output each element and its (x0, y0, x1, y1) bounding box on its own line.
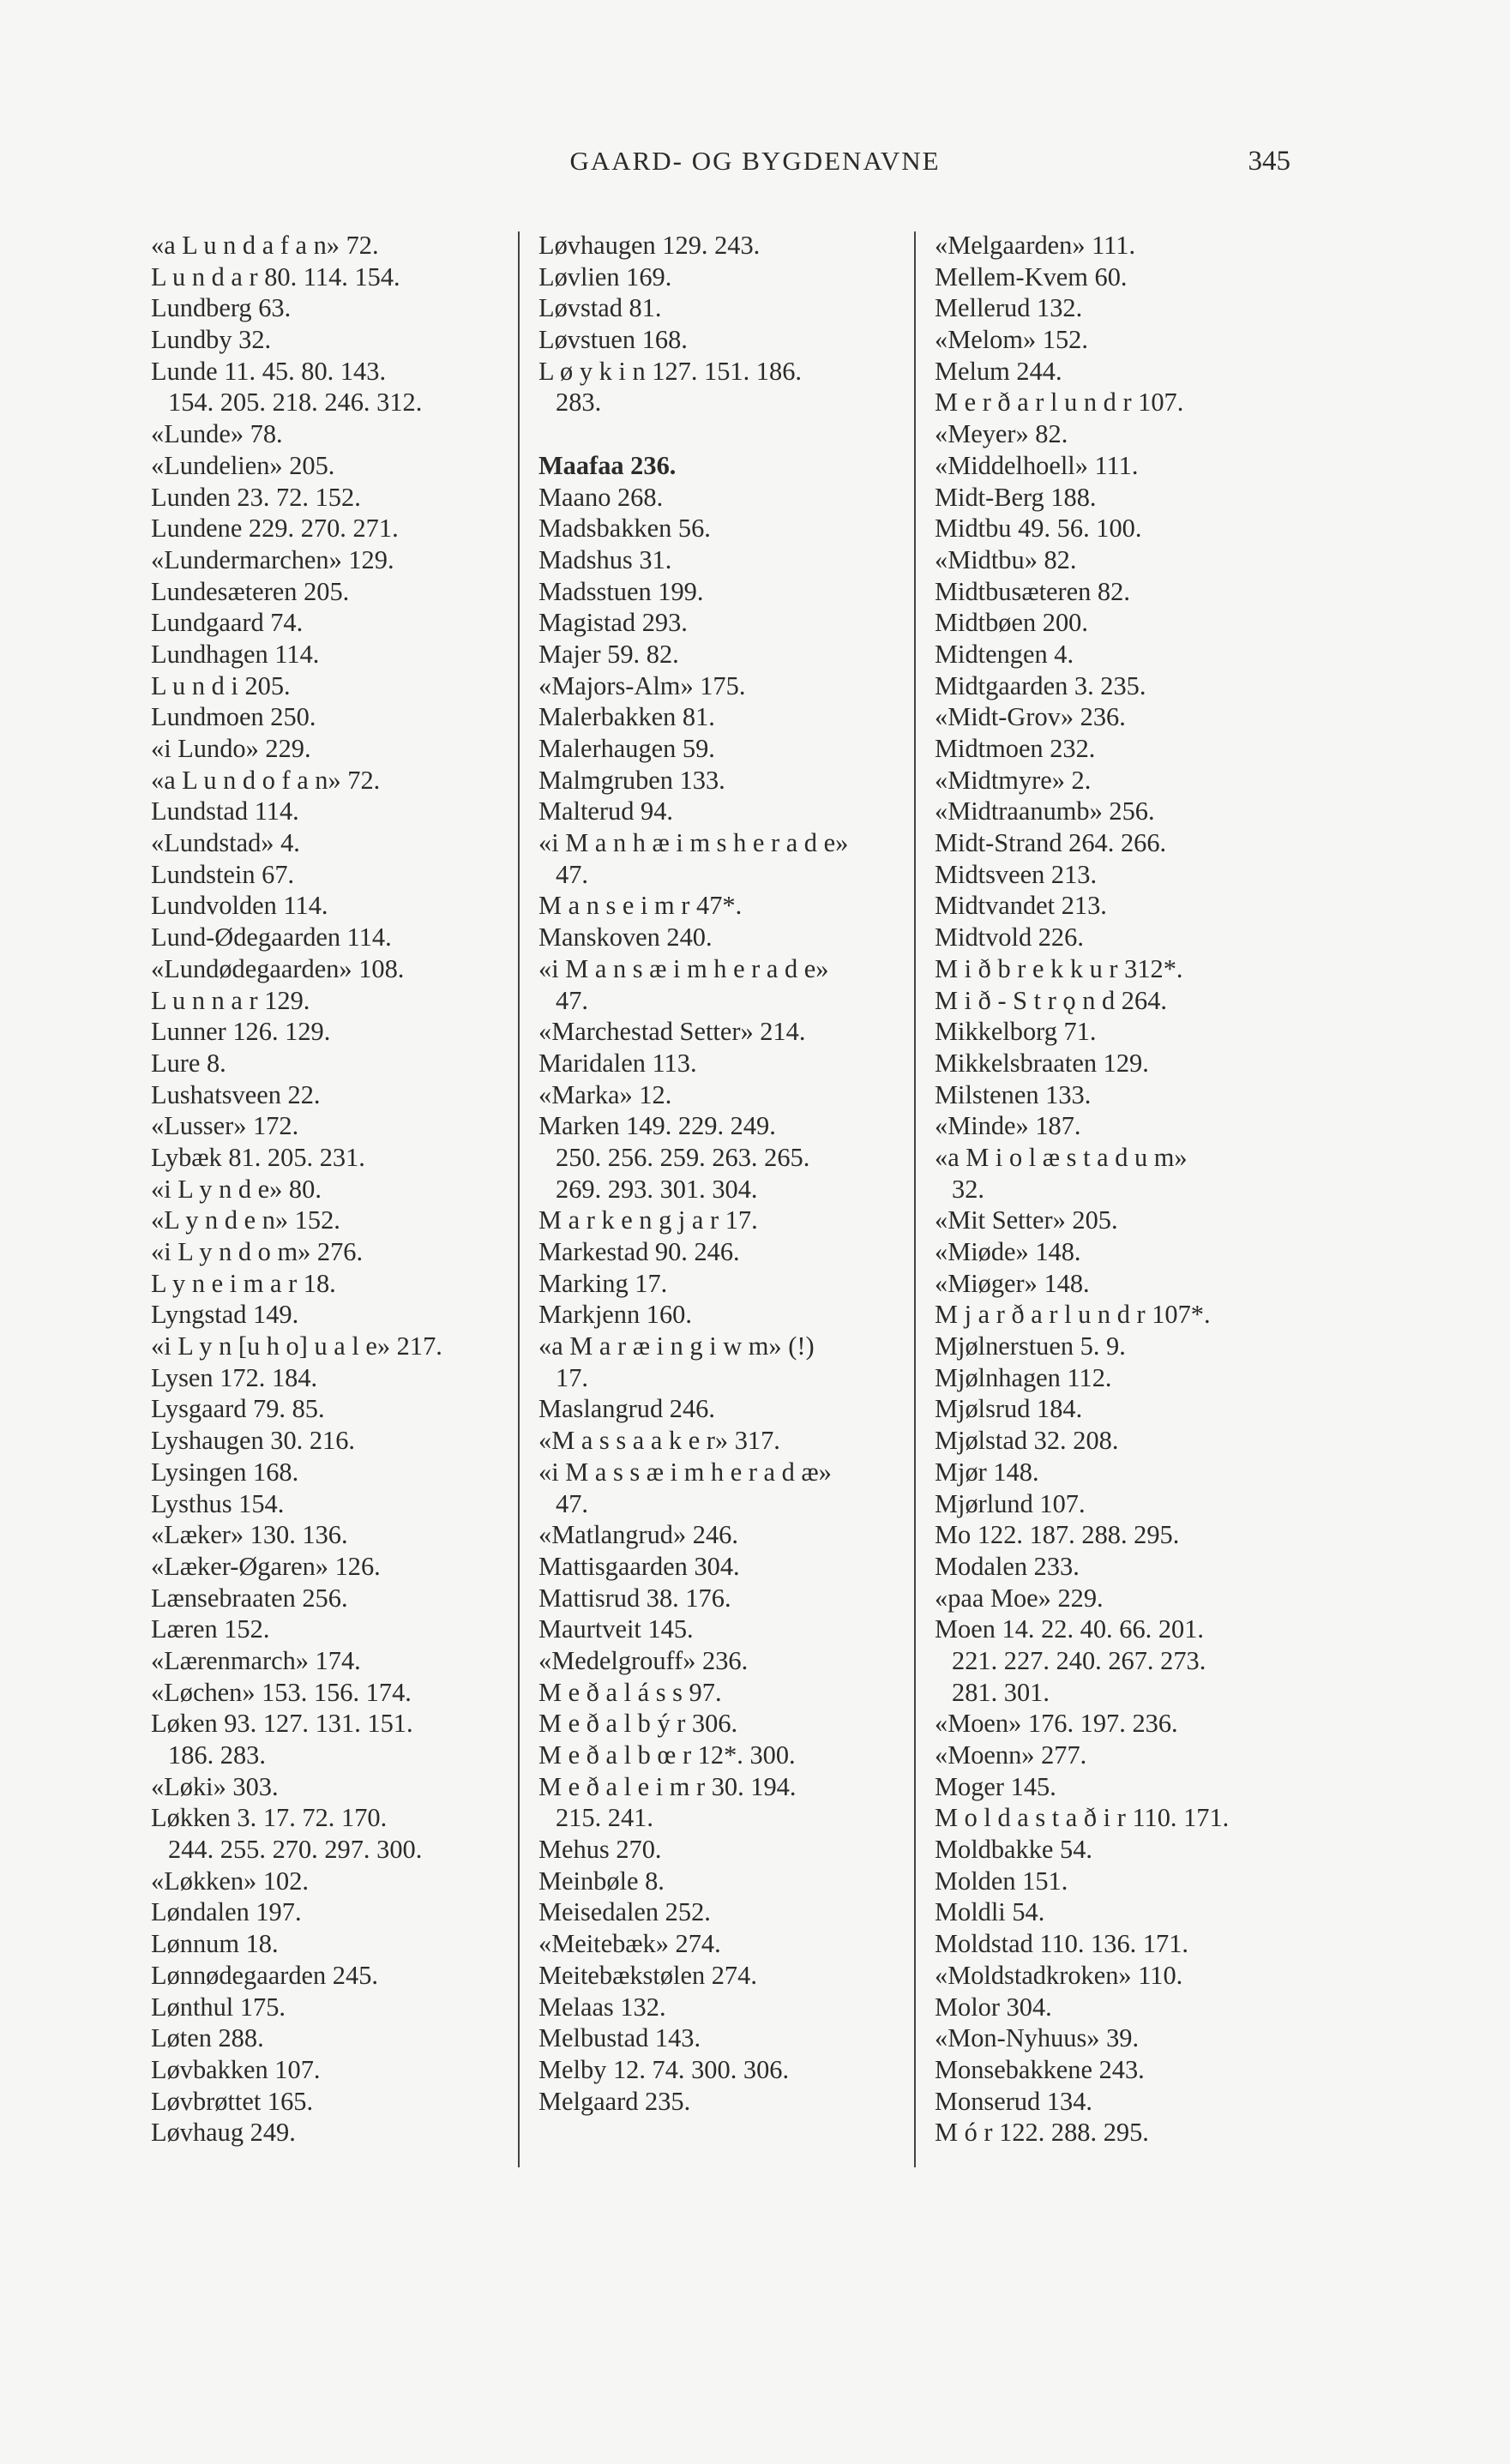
index-entry: Mikkelsbraaten 129. (935, 1048, 1149, 1078)
index-entry: Løvbakken 107. (151, 2054, 321, 2084)
index-entry: «Miøger» 148. (935, 1268, 1090, 1298)
index-entry: Meinbøle 8. (538, 1866, 665, 1896)
index-entry: Midtvandet 213. (935, 891, 1107, 921)
index-entry: M o l d a s t a ð i r 110. 171. (935, 1803, 1230, 1833)
index-entry: Modalen 233. (935, 1551, 1080, 1581)
index-entry: «i M a s s æ i m h e r a d æ» (538, 1457, 832, 1487)
index-entry: Marken 149. 229. 249. (538, 1111, 776, 1141)
index-entry: Læren 152. (151, 1614, 270, 1644)
index-entry: «L y n d e n» 152. (151, 1205, 340, 1235)
index-entry: Magistad 293. (538, 608, 688, 638)
index-entry: Majer 59. 82. (538, 639, 679, 669)
index-entry: Midtgaarden 3. 235. (935, 670, 1146, 700)
index-entry: 47. (556, 1488, 588, 1518)
index-entry: L u n d i 205. (151, 670, 291, 700)
index-entry: Løvstad 81. (538, 293, 662, 323)
index-entry: Meisedalen 252. (538, 1897, 711, 1927)
index-entry: M a r k e n g j a r 17. (538, 1205, 758, 1235)
index-entry: «Matlangrud» 246. (538, 1520, 738, 1550)
index-entry: 283. (556, 388, 602, 418)
index-entry: Maano 268. (538, 482, 664, 512)
index-entry: Lundby 32. (151, 325, 272, 355)
index-entry: «Miøde» 148. (935, 1237, 1081, 1266)
index-entry: Mjølnhagen 112. (935, 1362, 1112, 1392)
index-entry: Moldli 54. (935, 1897, 1045, 1927)
index-entry: Madsbakken 56. (538, 514, 711, 544)
index-entry: Mjølsrud 184. (935, 1394, 1083, 1424)
index-entry: 17. (556, 1362, 588, 1392)
index-entry: Monserud 134. (935, 2086, 1093, 2116)
index-entry: Løvstuen 168. (538, 325, 688, 355)
index-entry: Lundstein 67. (151, 859, 295, 889)
index-entry: Melbustad 143. (538, 2023, 701, 2053)
index-entry: Lunden 23. 72. 152. (151, 482, 361, 512)
index-entry: Mjølnerstuen 5. 9. (935, 1331, 1126, 1361)
index-entry: Maurtveit 145. (538, 1614, 694, 1644)
index-entry: Melby 12. 74. 300. 306. (538, 2054, 790, 2084)
index-entry: «Midt-Grov» 236. (935, 702, 1126, 732)
index-entry: Madsstuen 199. (538, 576, 704, 606)
index-entry: M i ð b r e k k u r 312*. (935, 953, 1183, 983)
index-entry: «Medelgrouff» 236. (538, 1645, 749, 1675)
index-entry: Molden 151. (935, 1866, 1068, 1896)
index-entry: «Midtraanumb» 256. (935, 796, 1155, 826)
index-entry: Mehus 270. (538, 1835, 662, 1865)
index-entry: 281. 301. (952, 1677, 1050, 1707)
index-entry: «M a s s a a k e r» 317. (538, 1426, 780, 1456)
index-entry: «a M i o l æ s t a d u m» (935, 1142, 1188, 1172)
page-title: GAARD- OG BYGDENAVNE (569, 146, 941, 176)
index-entry: «i L y n d o m» 276. (151, 1237, 364, 1266)
index-entry: «Lusser» 172. (151, 1111, 299, 1141)
index-entry: Lundvolden 114. (151, 891, 328, 921)
index-entry: 244. 255. 270. 297. 300. (168, 1835, 423, 1865)
index-entry: Melgaard 235. (538, 2086, 691, 2116)
index-entry: Lundmoen 250. (151, 702, 316, 732)
page-number: 345 (1248, 146, 1290, 177)
index-entry: Lundgaard 74. (151, 608, 304, 638)
index-entry: Mikkelborg 71. (935, 1017, 1097, 1047)
index-entry: Malerbakken 81. (538, 702, 715, 732)
index-entry: «i M a n h æ i m s h e r a d e» (538, 828, 849, 858)
column-divider (914, 231, 916, 2167)
index-entry: Midt-Berg 188. (935, 482, 1097, 512)
index-entry: «a L u n d a f a n» 72. (151, 231, 379, 260)
index-entry: L u n n a r 129. (151, 985, 310, 1015)
index-entry: Maafaa 236. (538, 450, 677, 480)
index-entry: Lure 8. (151, 1048, 226, 1078)
index-entry: «a L u n d o f a n» 72. (151, 765, 381, 795)
index-entry: Milstenen 133. (935, 1079, 1092, 1109)
index-entry: Mjør 148. (935, 1457, 1039, 1487)
index-entry: «Midtmyre» 2. (935, 765, 1092, 795)
index-entry: Midtbusæteren 82. (935, 576, 1130, 606)
index-entry: Løndalen 197. (151, 1897, 302, 1927)
index-entry: Mjølstad 32. 208. (935, 1426, 1119, 1456)
index-entry: Midtbøen 200. (935, 608, 1088, 638)
index-entry: Madshus 31. (538, 544, 672, 574)
index-entry: Malerhaugen 59. (538, 734, 715, 763)
index-entry: Manskoven 240. (538, 922, 713, 953)
index-entry: «a M a r æ i n g i w m» (!) (538, 1331, 815, 1361)
index-entry: Lybæk 81. 205. 231. (151, 1142, 365, 1172)
index-entry: 47. (556, 985, 588, 1015)
index-entry: Midtengen 4. (935, 639, 1074, 669)
index-entry: Mellem-Kvem 60. (935, 261, 1128, 291)
index-entry: Lysen 172. 184. (151, 1362, 318, 1392)
index-entry: «Meyer» 82. (935, 419, 1068, 449)
index-entry: Mo 122. 187. 288. 295. (935, 1520, 1180, 1550)
index-entry: «Lundelien» 205. (151, 450, 335, 480)
index-column-3 (935, 230, 1229, 2148)
index-entry: M e r ð a r l u n d r 107. (935, 388, 1184, 418)
index-entry: M e ð a l á s s 97. (538, 1677, 722, 1707)
index-entry: Løkken 3. 17. 72. 170. (151, 1803, 388, 1833)
index-column-2 (538, 230, 848, 2117)
index-entry: M j a r ð a r l u n d r 107*. (935, 1300, 1211, 1330)
index-entry: Lønnødegaarden 245. (151, 1960, 378, 1990)
index-entry: Lundberg 63. (151, 293, 292, 323)
index-entry: Moldbakke 54. (935, 1835, 1093, 1865)
index-entry: Melaas 132. (538, 1992, 666, 2022)
index-entry: «i M a n s æ i m h e r a d e» (538, 953, 829, 983)
index-entry: Lund-Ødegaarden 114. (151, 922, 392, 953)
index-entry: Moen 14. 22. 40. 66. 201. (935, 1614, 1205, 1644)
index-entry: «Løkken» 102. (151, 1866, 310, 1896)
index-entry: «Moenn» 277. (935, 1740, 1087, 1770)
index-entry: «paa Moe» 229. (935, 1583, 1104, 1613)
index-entry: «Minde» 187. (935, 1111, 1081, 1141)
index-entry: «Lundermarchen» 129. (151, 544, 394, 574)
index-entry: Mellerud 132. (935, 293, 1083, 323)
index-entry: L u n d a r 80. 114. 154. (151, 261, 400, 291)
index-entry: Lundhagen 114. (151, 639, 320, 669)
index-entry: «Lunde» 78. (151, 419, 283, 449)
index-entry: Molor 304. (935, 1992, 1052, 2022)
index-entry: Midtmoen 232. (935, 734, 1096, 763)
index-entry: «Marchestad Setter» 214. (538, 1017, 806, 1047)
index-entry: Løvbrøttet 165. (151, 2086, 314, 2116)
index-entry: Moger 145. (935, 1771, 1056, 1801)
index-entry: «Moldstadkroken» 110. (935, 1960, 1183, 1990)
index-entry: Maslangrud 246. (538, 1394, 715, 1424)
index-entry: Mjørlund 107. (935, 1488, 1086, 1518)
index-entry: «Læker» 130. 136. (151, 1520, 348, 1550)
index-entry: Markjenn 160. (538, 1300, 692, 1330)
index-entry: Lunner 126. 129. (151, 1017, 331, 1047)
index-entry: 154. 205. 218. 246. 312. (168, 388, 423, 418)
index-entry: «Mon-Nyhuus» 39. (935, 2023, 1140, 2053)
index-entry: Malmgruben 133. (538, 765, 725, 795)
index-entry: L y n e i m a r 18. (151, 1268, 336, 1298)
index-entry: L ø y k i n 127. 151. 186. (538, 356, 802, 386)
index-entry: Lyshaugen 30. 216. (151, 1426, 356, 1456)
index-entry: 215. 241. (556, 1803, 653, 1833)
index-entry: «i L y n [u h o] u a l e» 217. (151, 1331, 442, 1361)
index-entry: Lundene 229. 270. 271. (151, 514, 399, 544)
index-entry: «Melgaarden» 111. (935, 231, 1136, 260)
index-entry: Maridalen 113. (538, 1048, 697, 1078)
index-entry: Løvhaug 249. (151, 2118, 296, 2148)
index-entry: «Majors-Alm» 175. (538, 670, 746, 700)
index-entry: Lysingen 168. (151, 1457, 299, 1487)
index-entry: Lønthul 175. (151, 1992, 286, 2022)
index-entry: M e ð a l e i m r 30. 194. (538, 1771, 797, 1801)
index-entry: Løken 93. 127. 131. 151. (151, 1709, 413, 1739)
index-entry: M i ð - S t r ǫ n d 264. (935, 985, 1167, 1015)
index-entry: Markestad 90. 246. (538, 1237, 740, 1266)
index-entry: «Melom» 152. (935, 325, 1088, 355)
index-entry: Løvlien 169. (538, 261, 672, 291)
index-entry: Lunde 11. 45. 80. 143. (151, 356, 387, 386)
index-entry: Melum 244. (935, 356, 1062, 386)
index-entry: M ó r 122. 288. 295. (935, 2118, 1149, 2148)
index-column-1 (151, 230, 442, 2148)
index-entry: Moldstad 110. 136. 171. (935, 1929, 1189, 1959)
index-entry: «Lundødegaarden» 108. (151, 953, 405, 983)
running-head (0, 146, 1510, 180)
index-entry: M e ð a l b œ r 12*. 300. (538, 1740, 796, 1770)
index-entry: «i L y n d e» 80. (151, 1174, 322, 1204)
index-entry: Malterud 94. (538, 796, 673, 826)
index-entry: Lyngstad 149. (151, 1300, 299, 1330)
index-entry: 269. 293. 301. 304. (556, 1174, 758, 1204)
index-entry: Lænsebraaten 256. (151, 1583, 348, 1613)
index-entry: «Løki» 303. (151, 1771, 279, 1801)
index-entry: «Lærenmarch» 174. (151, 1645, 361, 1675)
index-entry: Lønnum 18. (151, 1929, 279, 1959)
index-entry: M a n s e i m r 47*. (538, 891, 743, 921)
index-entry: Mattisgaarden 304. (538, 1551, 740, 1581)
index-entry: «Mit Setter» 205. (935, 1205, 1118, 1235)
index-entry: 186. 283. (168, 1740, 266, 1770)
index-entry: «Meitebæk» 274. (538, 1929, 721, 1959)
index-entry (538, 418, 848, 450)
index-entry: Meitebækstølen 274. (538, 1960, 757, 1990)
index-entry: M e ð a l b ý r 306. (538, 1709, 738, 1739)
index-entry: Midt-Strand 264. 266. (935, 828, 1167, 858)
index-entry: Lundstad 114. (151, 796, 299, 826)
index-entry: 221. 227. 240. 267. 273. (952, 1645, 1206, 1675)
index-entry: «Midtbu» 82. (935, 544, 1077, 574)
index-entry: Lysgaard 79. 85. (151, 1394, 325, 1424)
index-entry: «i Lundo» 229. (151, 734, 311, 763)
index-entry: «Middelhoell» 111. (935, 450, 1139, 480)
index-entry: Midtbu 49. 56. 100. (935, 514, 1142, 544)
index-entry: Løten 288. (151, 2023, 264, 2053)
index-entry: Monsebakkene 243. (935, 2054, 1145, 2084)
index-entry: Løvhaugen 129. 243. (538, 231, 761, 260)
index-entry: Marking 17. (538, 1268, 668, 1298)
index-entry: «Marka» 12. (538, 1079, 672, 1109)
index-entry: Lushatsveen 22. (151, 1079, 321, 1109)
index-entry: 47. (556, 859, 588, 889)
index-entry: Lundesæteren 205. (151, 576, 350, 606)
index-entry: Lysthus 154. (151, 1488, 285, 1518)
index-entry: «Moen» 176. 197. 236. (935, 1709, 1178, 1739)
column-divider (518, 231, 520, 2167)
index-entry: 32. (952, 1174, 984, 1204)
index-entry: Midtsveen 213. (935, 859, 1098, 889)
index-entry: Mattisrud 38. 176. (538, 1583, 731, 1613)
index-entry: «Løchen» 153. 156. 174. (151, 1677, 412, 1707)
index-entry: «Læker-Øgaren» 126. (151, 1551, 381, 1581)
index-entry: 250. 256. 259. 263. 265. (556, 1142, 810, 1172)
index-entry: «Lundstad» 4. (151, 828, 300, 858)
index-entry: Midtvold 226. (935, 922, 1084, 953)
